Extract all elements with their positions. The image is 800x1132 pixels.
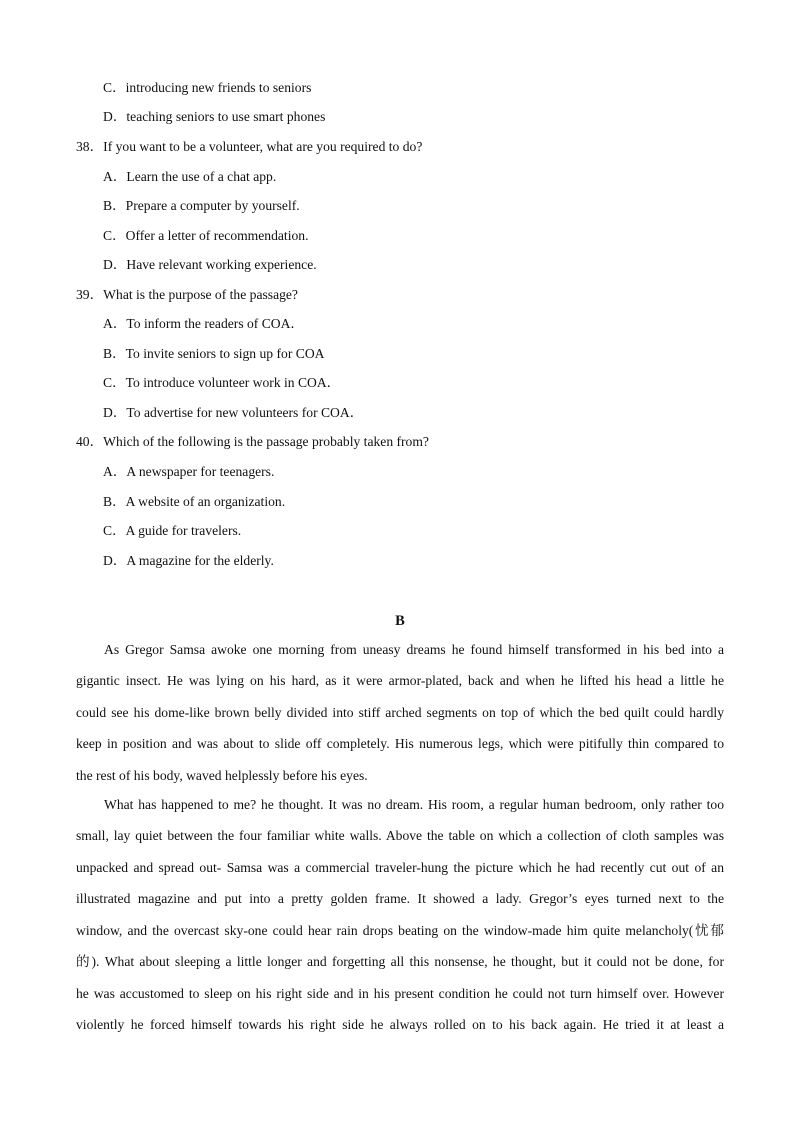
q38-option-d: D．Have relevant working experience. (103, 257, 317, 272)
q38-option-b: B．Prepare a computer by yourself. (103, 198, 300, 213)
q38-stem: 38．If you want to be a volunteer, what are you required to do? (76, 139, 423, 154)
q39-option-d: D．To advertise for new volunteers for COA． (103, 405, 364, 420)
q39-option-b: B．To invite seniors to sign up for COA (103, 346, 325, 361)
q39-option-c: C．To introduce volunteer work in COA． (103, 375, 341, 390)
para2-line-5: window, and the overcast sky-one could hear rain drops beating on the window-made him quite melancholy(忧郁 (76, 923, 724, 938)
para1-line-5: the rest of his body, waved helplessly before his eyes. (76, 768, 368, 783)
para2-line-4: illustrated magazine and put into a pretty golden frame. It showed a lady. Gregor’s eyes turned next to the (76, 891, 724, 906)
section-b-title: B (395, 613, 405, 629)
para2-line-1: What has happened to me? he thought. It was no dream. His room, a regular human bedroom, only rather too (104, 797, 724, 812)
q40-stem: 40．Which of the following is the passage probably taken from? (76, 434, 429, 449)
q39-stem: 39．What is the purpose of the passage? (76, 287, 298, 302)
q40-option-c: C．A guide for travelers. (103, 523, 242, 538)
para1-line-3: could see his dome-like brown belly divided into stiff arched segments on top of which the bed quilt could hardly (76, 705, 724, 720)
para1-line-4: keep in position and was about to slide off completely. His numerous legs, which were pitifully thin compared to (76, 736, 724, 751)
para2-line-2: small, lay quiet between the four familiar white walls. Above the table on which a collection of cloth samples was (76, 828, 724, 843)
q40-option-d: D．A magazine for the elderly. (103, 553, 274, 568)
para2-line-7: he was accustomed to sleep on his right side and in his present condition he could not turn himself over. However (76, 986, 724, 1001)
q38-option-a: A．Learn the use of a chat app. (103, 169, 277, 184)
q39-option-a: A．To inform the readers of COA． (103, 316, 305, 331)
para2-line-3: unpacked and spread out- Samsa was a commercial traveler-hung the picture which he had recently cut out of an (76, 860, 724, 875)
q40-option-b: B．A website of an organization. (103, 494, 286, 509)
para1-line-1: As Gregor Samsa awoke one morning from uneasy dreams he found himself transformed in his bed into a (104, 642, 724, 657)
q37-option-d: D．teaching seniors to use smart phones (103, 109, 326, 124)
q37-option-c: C．introducing new friends to seniors (103, 80, 312, 95)
para2-line-8: violently he forced himself towards his right side he always rolled on to his back again. He tried it at least a (76, 1017, 724, 1032)
q40-option-a: A．A newspaper for teenagers. (103, 464, 275, 479)
para1-line-2: gigantic insect. He was lying on his hard, as it were armor-plated, back and when he lifted his head a little he (76, 673, 724, 688)
q38-option-c: C．Offer a letter of recommendation. (103, 228, 309, 243)
para2-line-6: 的). What about sleeping a little longer and forgetting all this nonsense, he thought, but it could not be done, for (76, 954, 724, 969)
